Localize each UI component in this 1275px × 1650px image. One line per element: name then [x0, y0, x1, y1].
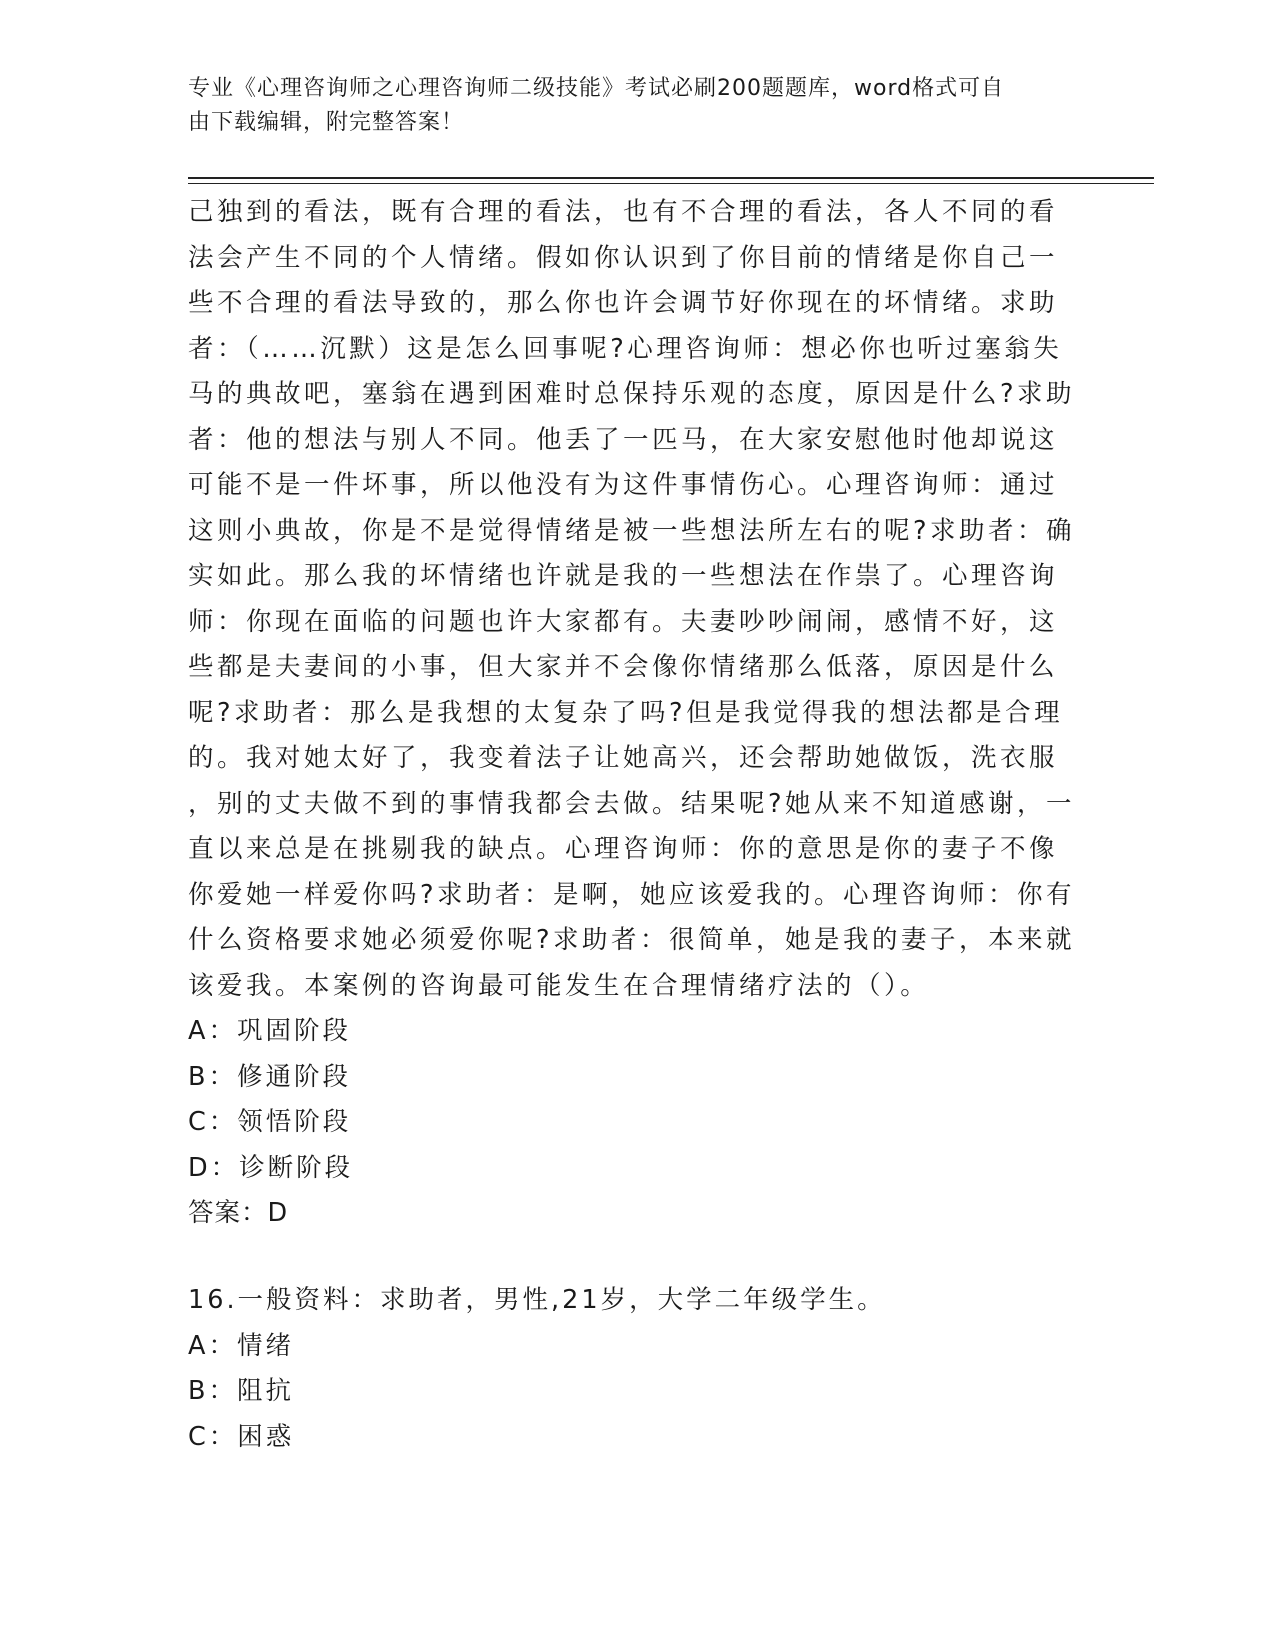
question-15-text-line: 马的典故吧，塞翁在遇到困难时总保持乐观的态度，原因是什么?求助	[188, 379, 1076, 409]
question-15-option-a: A：巩固阶段	[188, 1016, 351, 1046]
question-15-text-line: 实如此。那么我的坏情绪也许就是我的一些想法在作祟了。心理咨询	[188, 561, 1059, 591]
question-15-text-line: 该爱我。本案例的咨询最可能发生在合理情绪疗法的（）。	[188, 970, 930, 1001]
question-15-text-line: 法会产生不同的个人情绪。假如你认识到了你目前的情绪是你自己一	[188, 242, 1059, 273]
question-15-block	[188, 190, 1078, 1237]
header-divider-thin	[188, 183, 1154, 184]
question-15-text-line: 直以来总是在挑剔我的缺点。心理咨询师：你的意思是你的妻子不像	[188, 834, 1059, 864]
question-15-option-b: B：修通阶段	[188, 1061, 351, 1092]
question-15-option-d: D：诊断阶段	[188, 1152, 354, 1183]
header-divider-thick	[188, 177, 1154, 179]
question-16-option-b: B：阻抗	[188, 1376, 294, 1406]
question-16-stem: 16.一般资料：求助者，男性,21岁，大学二年级学生。	[188, 1285, 886, 1315]
document-header	[188, 72, 1068, 140]
question-15-text-line: 些都是夫妻间的小事，但大家并不会像你情绪那么低落，原因是什么	[188, 652, 1059, 682]
question-15-text-line: 己独到的看法，既有合理的看法，也有不合理的看法，各人不同的看	[188, 197, 1059, 227]
question-15-text-line: 你爱她一样爱你吗?求助者：是啊，她应该爱我的。心理咨询师：你有	[188, 879, 1076, 910]
question-15-text-line: 呢?求助者：那么是我想的太复杂了吗?但是我觉得我的想法都是合理	[188, 697, 1064, 728]
question-16-option-c: C：困惑	[188, 1421, 295, 1452]
question-16-block	[188, 1278, 1078, 1460]
header-title-line-2: 由下载编辑，附完整答案！	[188, 110, 465, 135]
question-15-text-line: 可能不是一件坏事，所以他没有为这件事情伤心。心理咨询师：通过	[188, 470, 1059, 500]
question-15-text-line: 者：（……沉默）这是怎么回事呢?心理咨询师：想必你也听过塞翁失	[188, 333, 1063, 364]
question-15-text-line: ，别的丈夫做不到的事情我都会去做。结果呢?她从来不知道感谢，一	[188, 788, 1076, 819]
question-15-text-line: 什么资格要求她必须爱你呢?求助者：很简单，她是我的妻子，本来就	[188, 925, 1076, 955]
question-15-text-line: 师：你现在面临的问题也许大家都有。夫妻吵吵闹闹，感情不好，这	[188, 606, 1059, 637]
question-15-answer: 答案：D	[188, 1198, 289, 1228]
question-15-text-line: 些不合理的看法导致的，那么你也许会调节好你现在的坏情绪。求助	[188, 288, 1059, 318]
question-15-text-line: 的。我对她太好了，我变着法子让她高兴，还会帮助她做饭，洗衣服	[188, 743, 1059, 773]
question-15-text-line: 这则小典故，你是不是觉得情绪是被一些想法所左右的呢?求助者：确	[188, 515, 1076, 546]
question-15-text-line: 者：他的想法与别人不同。他丢了一匹马，在大家安慰他时他却说这	[188, 424, 1059, 455]
question-15-option-c: C：领悟阶段	[188, 1107, 352, 1137]
question-16-option-a: A：情绪	[188, 1330, 294, 1361]
header-title-line-1: 专业《心理咨询师之心理咨询师二级技能》考试必刷200题题库，word格式可自	[188, 76, 1005, 101]
